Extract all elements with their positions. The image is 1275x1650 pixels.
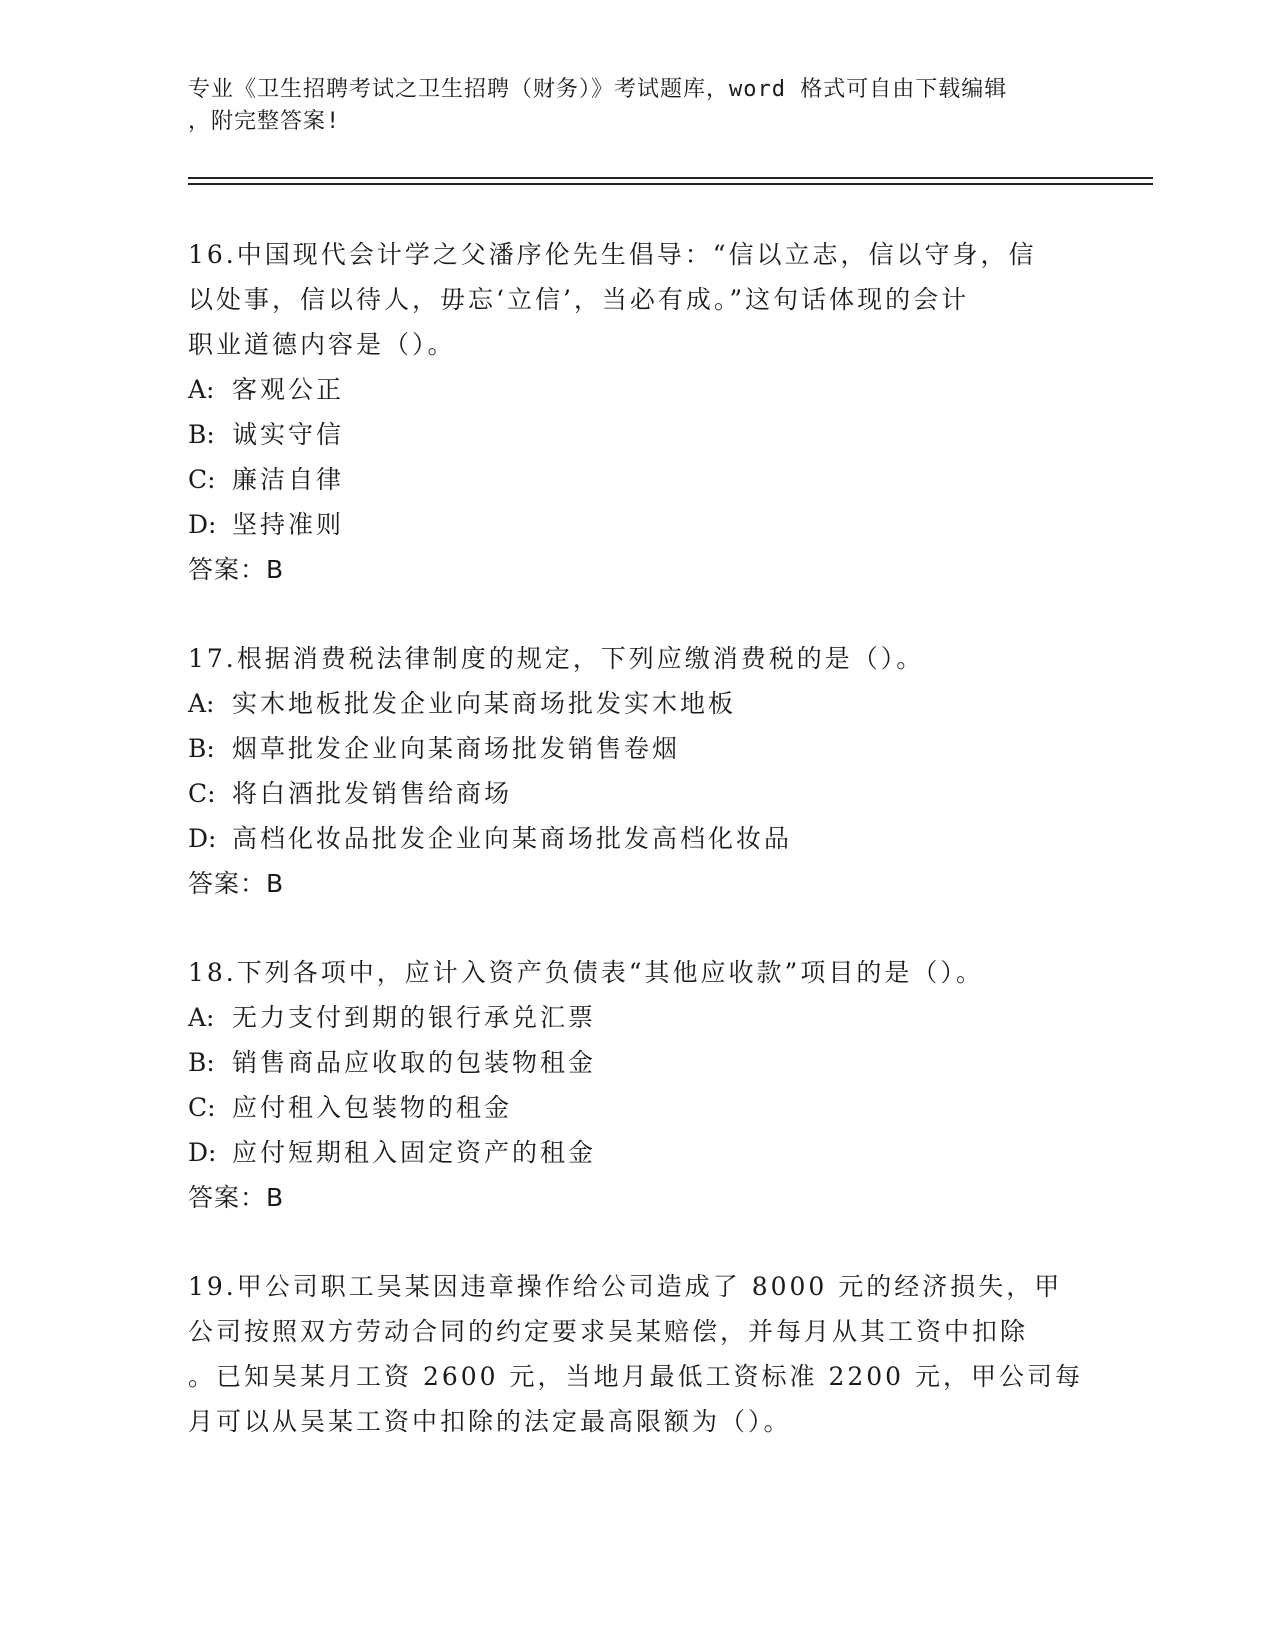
question-stem-line: 月可以从吴某工资中扣除的法定最高限额为（）。 (188, 1407, 792, 1436)
option-c (188, 771, 1088, 816)
header-divider-top (188, 177, 1153, 179)
header-divider-bottom (188, 183, 1153, 185)
option-c (188, 457, 1088, 502)
option-key: D: (188, 824, 217, 853)
question-stem-line: 公司按照双方劳动合同的约定要求吴某赔偿，并每月从其工资中扣除 (188, 1317, 1029, 1346)
question-stem-line: 17.根据消费税法律制度的规定，下列应缴消费税的是（）。 (188, 644, 925, 673)
question-stem-line: 以处事，信以待人，毋忘‘立信’，当必有成。”这句话体现的会计 (188, 285, 970, 314)
option-text: 烟草批发企业向某商场批发销售卷烟 (232, 734, 681, 763)
option-text: 坚持准则 (232, 510, 345, 539)
question-16 (188, 232, 1088, 592)
option-text: 将白酒批发销售给商场 (232, 779, 513, 808)
option-b (188, 1040, 1088, 1085)
answer-line: 答案：B (188, 555, 285, 584)
option-key: C: (188, 465, 216, 494)
option-d (188, 1130, 1088, 1175)
option-a (188, 681, 1088, 726)
option-d (188, 502, 1088, 547)
option-text: 实木地板批发企业向某商场批发实木地板 (232, 689, 737, 718)
option-key: B: (188, 734, 215, 763)
option-text: 应付租入包装物的租金 (232, 1093, 513, 1122)
option-d (188, 816, 1088, 861)
option-a (188, 995, 1088, 1040)
header-line-2: ，附完整答案! (188, 109, 341, 134)
option-key: B: (188, 1048, 215, 1077)
question-18 (188, 950, 1088, 1220)
option-text: 高档化妆品批发企业向某商场批发高档化妆品 (232, 824, 793, 853)
option-key: B: (188, 420, 215, 449)
option-text: 客观公正 (232, 375, 345, 404)
question-stem-line: 18.下列各项中，应计入资产负债表“其他应收款”项目的是（）。 (188, 958, 984, 987)
option-key: A: (188, 1003, 215, 1032)
option-text: 应付短期租入固定资产的租金 (232, 1138, 597, 1167)
option-key: D: (188, 510, 217, 539)
option-key: C: (188, 779, 216, 808)
document-header (188, 74, 1088, 138)
answer-line: 答案：B (188, 869, 285, 898)
option-key: C: (188, 1093, 216, 1122)
option-text: 诚实守信 (232, 420, 345, 449)
option-key: A: (188, 375, 215, 404)
option-b (188, 726, 1088, 771)
option-text: 无力支付到期的银行承兑汇票 (232, 1003, 597, 1032)
question-stem-line: 职业道德内容是（）。 (188, 330, 456, 359)
question-stem-line: 16.中国现代会计学之父潘序伦先生倡导：“信以立志，信以守身，信 (188, 240, 1037, 269)
question-stem-line: 。已知吴某月工资 2600 元，当地月最低工资标准 2200 元，甲公司每 (188, 1362, 1084, 1391)
option-text: 廉洁自律 (232, 465, 345, 494)
option-key: D: (188, 1138, 217, 1167)
question-stem-line: 19.甲公司职工吴某因违章操作给公司造成了 8000 元的经济损失，甲 (188, 1272, 1063, 1301)
question-list (188, 232, 1088, 1488)
option-b (188, 412, 1088, 457)
option-text: 销售商品应收取的包装物租金 (232, 1048, 597, 1077)
answer-line: 答案：B (188, 1183, 285, 1212)
option-c (188, 1085, 1088, 1130)
question-17 (188, 636, 1088, 906)
option-a (188, 367, 1088, 412)
header-line-1: 专业《卫生招聘考试之卫生招聘（财务）》考试题库，word 格式可自由下载编辑 (188, 77, 1008, 102)
question-19 (188, 1264, 1088, 1444)
option-key: A: (188, 689, 215, 718)
